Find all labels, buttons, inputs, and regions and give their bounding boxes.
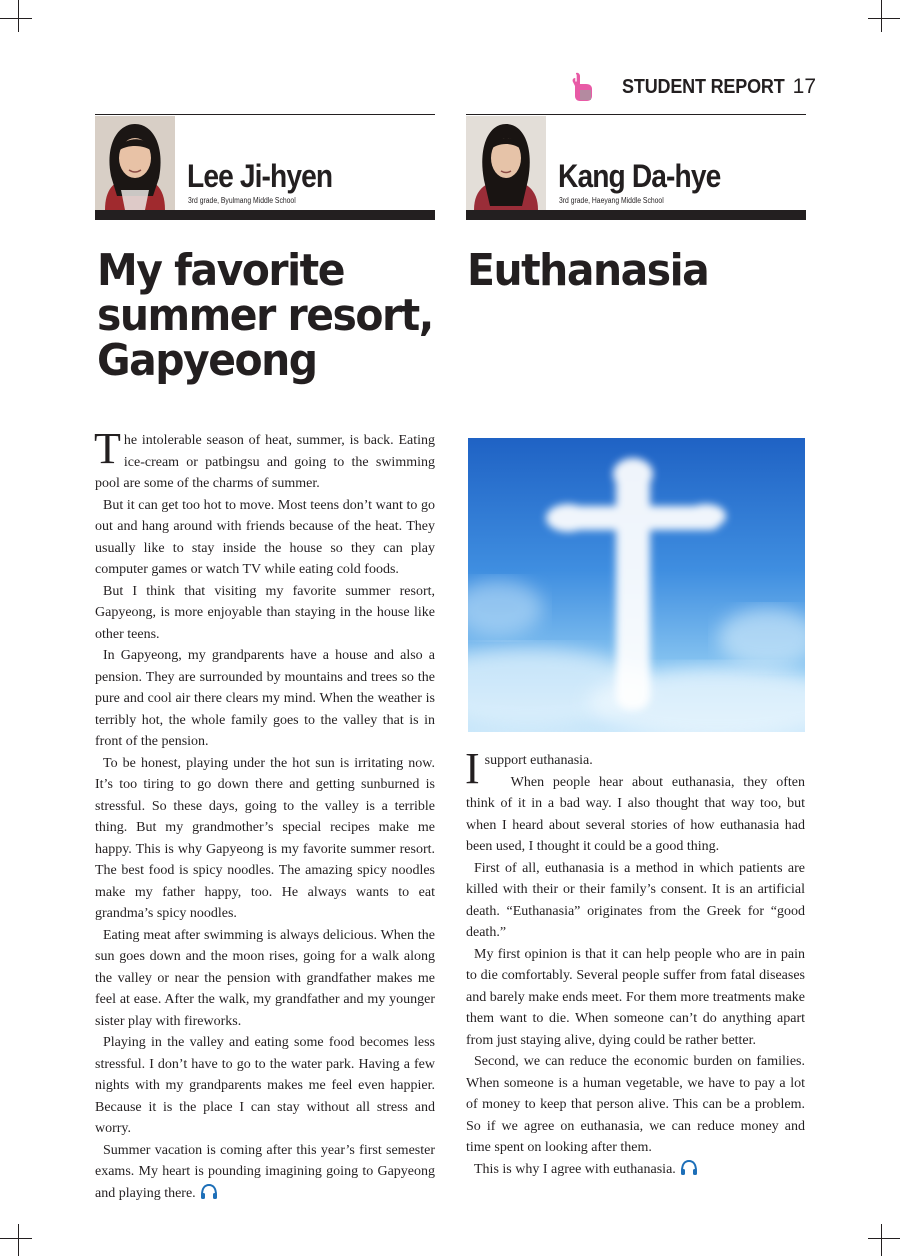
- author-name: Lee Ji-hyen: [187, 158, 333, 194]
- paragraph: Playing in the valley and eating some food becomes less stressful. I don’t have to go to the water park. Having a few nights with my grandparents makes me feel even happier. Because it is the place I can stay without all stress and worry.: [95, 1035, 435, 1136]
- left-article-title: [97, 245, 433, 386]
- title-line: My favorite: [97, 245, 345, 296]
- crop-mark-bl-v: [18, 1224, 19, 1256]
- left-article-body: [94, 424, 435, 1204]
- paragraph: This is why I agree with euthanasia.: [466, 1159, 805, 1181]
- crop-mark-tl-v: [18, 0, 19, 32]
- crop-mark-bl-h: [0, 1238, 32, 1239]
- cloud-cross-in-sky-image: [468, 438, 805, 732]
- author-bar: [95, 210, 435, 220]
- author-photo-lee: [95, 116, 175, 210]
- crop-mark-br-v: [881, 1224, 882, 1256]
- divider: [95, 114, 435, 115]
- title-line: summer resort,: [97, 290, 433, 341]
- paragraph: My first opinion is that it can help people who are in pain to die comfortably. Several people suffer from fatal diseases and barely make ends meet. For them more treatments make them want to die. When someone can’t do anything apart from just staying alive, dying could be rather better.: [466, 946, 805, 1048]
- page-number: 17: [792, 75, 816, 98]
- crop-mark-br-h: [868, 1238, 900, 1239]
- crop-mark-tr-h: [868, 18, 900, 19]
- drop-cap: T: [94, 424, 121, 473]
- title-line: Gapyeong: [97, 335, 317, 386]
- paragraph: Second, we can reduce the economic burden on families. When someone is a human vegetable, we have to pay a lot of money to keep that person alive. This can be a problem. So if we agree on euthanasia, we can reduce money and time spent on looking after them.: [466, 1054, 805, 1155]
- paragraph: But it can get too hot to move. Most teens don’t want to go out and hang around with friends because of the heat. They usually like to stay inside the house so they can play computer games or watch TV while eating cold foods.: [95, 497, 435, 577]
- paragraph: Eating meat after swimming is always delicious. When the sun goes down and the moon rises, going for a walk along the valley or near the pension with grandfather makes me feel at ease. After the walk, my grandfather and my younger sister play with fireworks.: [95, 927, 435, 1029]
- paragraph: Summer vacation is coming after this year’s first semester exams. My heart is pounding imagining going to Gapyeong and playing there.: [95, 1142, 435, 1201]
- crop-mark-tr-v: [881, 0, 882, 32]
- headphones-icon: [680, 1160, 698, 1176]
- author-school: 3rd grade, Byulmang Middle School: [188, 196, 296, 205]
- paragraph: When people hear about euthanasia, they often think of it in a bad way. I also thought that way too, but when I heard about several stories of how euthanasia had been used, I thought it could be a good thing.: [466, 774, 805, 854]
- pointing-hand-icon: [570, 72, 596, 102]
- divider: [466, 114, 806, 115]
- author-bar: [466, 210, 806, 220]
- drop-cap: I: [465, 744, 480, 793]
- paragraph: The intolerable season of heat, summer, is back. Eating ice-cream or patbingsu and going to the swimming pool are some of the charms of summer.: [94, 424, 435, 491]
- right-author-block: [466, 114, 806, 220]
- section-title: STUDENT REPORT: [622, 75, 785, 98]
- crop-mark-tl-h: [0, 18, 32, 19]
- right-article-title: Euthanasia: [467, 245, 709, 296]
- paragraph: To be honest, playing under the hot sun is irritating now. It’s too tiring to go down there and getting sunburned is stressful. So these days, going to the valley is a terrible thing. But my grandmother’s special recipes make me happy. This is why Gapyeong is my favorite summer resort. The best food is spicy noodles. The amazing spicy noodles make my father happy, too. He always wants to eat grandma’s spicy noodles.: [95, 755, 435, 921]
- author-school: 3rd grade, Haeyang Middle School: [559, 196, 664, 205]
- author-name: Kang Da-hye: [558, 158, 721, 194]
- paragraph: But I think that visiting my favorite summer resort, Gapyeong, is more enjoyable than staying in the house like other teens.: [95, 583, 435, 642]
- author-photo-kang: [466, 116, 546, 210]
- paragraph: In Gapyeong, my grandparents have a house and also a pension. They are surrounded by mountains and trees so the pure and cool air there clears my mind. When the weather is terribly hot, the whole family goes to the valley that is in front of the pension.: [95, 648, 435, 749]
- left-author-block: [95, 114, 435, 220]
- right-article-body: [465, 744, 805, 1180]
- headphones-icon: [200, 1184, 218, 1200]
- paragraph: Isupport euthanasia.: [465, 744, 593, 793]
- page-header: [570, 72, 816, 102]
- paragraph: First of all, euthanasia is a method in which patients are killed with their or their family’s consent. It is an artificial death. “Euthanasia” originates from the Greek for “good death.”: [466, 860, 805, 940]
